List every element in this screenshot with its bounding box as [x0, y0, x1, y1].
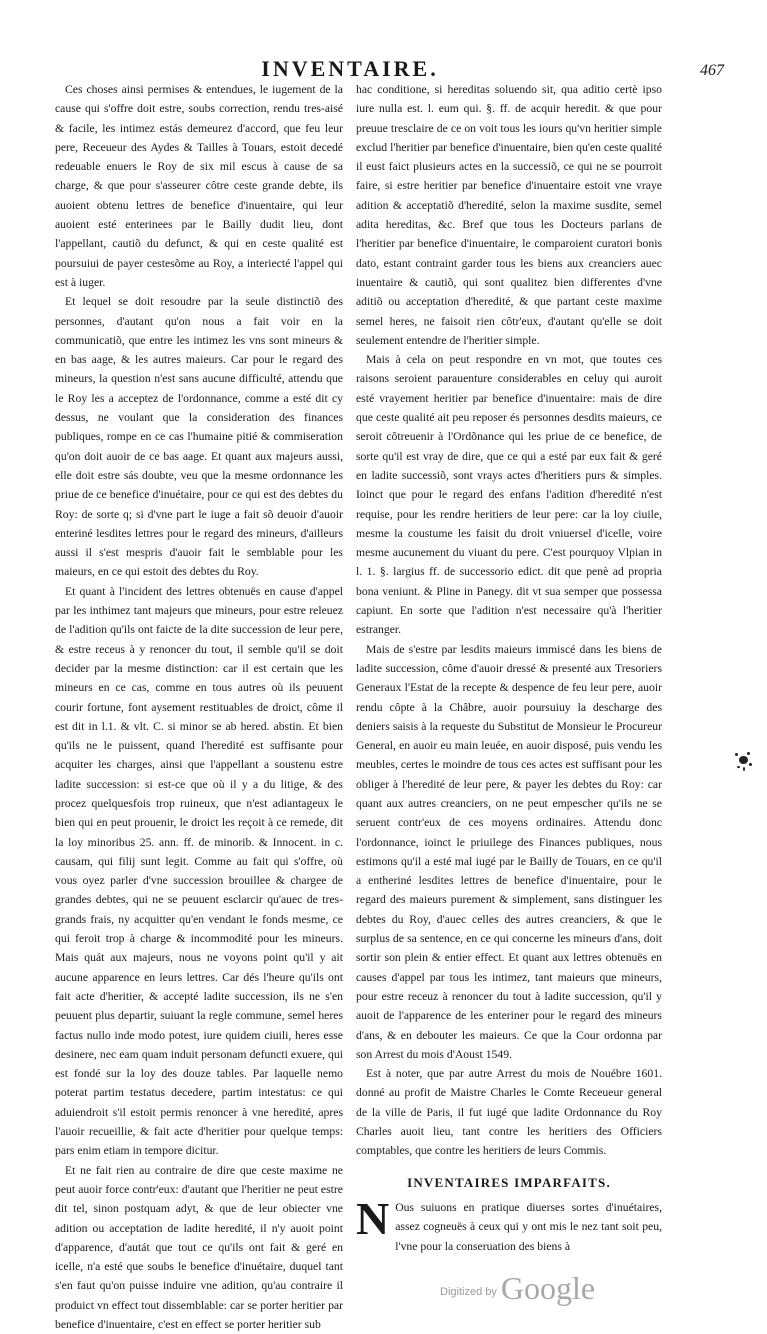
left-column — [55, 80, 343, 1334]
google-logo: Google — [500, 1270, 596, 1306]
paragraph: Ces choses ainsi permises & entendues, le iugement de la cause qui s'offre doit estre, soubs correction, rendu tres-aisé & facile, les intimez estás demeurez d'accord, que feu leur pere, Receueur des Aydes & Tailles à Touars, estoit decedé redeuable enuers le Roy de six mil escus à cause de sa charge, & que pour s'asseurer côtre ceste grande debte, ils auoient obtenu lettres de benefice d'inuentaire, qui leur auoient esté enterinees par le Bailly dudit lieu, dont l'appellant, cautiõ du defunct, & qui en ceste qualité est poursuiui de payer cestesõme au Roy, a interiecté l'appel qui est à iuger. — [55, 83, 343, 289]
running-title: INVENTAIRE. — [261, 56, 439, 81]
paragraph: hac conditione, si hereditas soluendo sit, qua aditio certè ipso iure nulla est. l. eum qui. §. ff. de acquir heredit. & que pour preuue tresclaire de ce on voit tous les iours qu'vn heritier simple exclud l'heritier par benefice d'inuentaire, bien qu'en ceste qualité il eust faict plusieurs actes en la successiõ, ce qui ne se pourroit faire, si estre heritier par benefice d'inuentaire estoit vne vraye adition & acceptatiõ d'heredité, selon la maxime susdite, semel adita hereditas, &c. Bref que tous les Docteurs parlans de l'heritier par benefice d'inuentaire, le comparoient curatori bonis dato, estant contraint garder tous les biens aux creanciers auec inuentaire & cautiõ, qui sont qualitez bien differentes d'vne aditiõ ou acceptation d'heredité, & que partant ceste maxime semel heres, ne faisoit rien côtr'eux, d'autant qu'elle se doit seulement entendre de l'heritier simple. — [356, 83, 662, 347]
paragraph: Mais de s'estre par lesdits maieurs immiscé dans les biens de ladite succession, côme d'auoir dressé & presenté aux Tresoriers Generaux l'Estat de la recepte & despence de feu leur pere, auoir rendu côpte à la Châbre, auoir poursuiuy la descharge des deniers saisis à la requeste du Substitut de Monsieur le Procureur General, en auoir eu main leuée, en auoir disposé, puis vendu les meubles, certes le moindre de tous ces actes est suffisant pour les obliger à l'heredité de leur pere, & payer les debtes du Roy: car quant aux autres creanciers, on ne peut empescher qu'ils ne se seruent contr'eux de ces moyens ordinaires. Attendu donc l'ordonnance, ioinct le priuilege des Finances publiques, nous estimons qu'il a esté mal iugé par le Bailly de Touars, en ce qu'il a entheriné lesdites lettres de benefice d'inuentaire, pour le regard des maieurs purement & simplement, sans distinguer les debtes du Roy, d'auec celles des autres creanciers, & que le surplus de sa sentence, en ce qui concerne les mineurs d'ans, doit sortir son plein & entier effect. Et quant aux lettres obtenuës en causes d'appel par tous les intimez, tant maieurs que mineurs, pour estre receuz à renoncer du tout à ladite succession, qu'il y auoit de l'apparence de les enteriner pour le regard des mineurs d'ans, & en debouter les maieurs. Ce que la Cour ordonna par son Arrest du mois d'Aoust 1549. — [356, 642, 662, 1061]
ink-stain — [735, 752, 753, 772]
section-heading: INVENTAIRES IMPARFAITS. — [407, 1174, 611, 1190]
paragraph: Et quant à l'incident des lettres obtenuës en cause d'appel par les inthimez tant majeurs que mineurs, pour estre releuez de l'adition qu'ils ont faicte de la dite succession de leur pere, & estre receus à y renoncer du tout, il semble qu'il se doit decider par la mesme distinction: car il est certain que les mineurs en ce cas, comme en tous autres où ils peuuent courir fortune, font aysement restituables de droict, côme il est dit in l.1. & vlt. C. si minor se ab hered. abstin. Et bien qu'ils ne le puissent, quand l'heredité est suffisante pour acquiter les charges, ainsi que l'appellant a soustenu estre ladite succession: si est-ce que où il y a du litige, & des procez quelquesfois trop ruineux, que n'est adiantageux le bien qui en peut prouenir, le droict les reçoit à ce remede, dit la loy minoribus 25. ann. ff. de minorib. & Innocent. in c. causam, qui filij sunt legit. Comme au fait qui s'offre, où vous oyez parler d'vne succession brouillee & chargee de grandes debtes, qui ne se peuuent esclarcir qu'auec de tres-grands frais, ny acquitter qu'en vendant le fonds mesme, ce qui feroit trop à charge & incommodité pour les mineurs. Mais quát aux majeurs, nous ne voyons point qu'il y ait aucune apparence en leurs lettres. Car dés l'heure qu'ils ont fait acte d'heritier, & accepté ladite succession, ils ne s'en peuuent plus departir, suiuant la regle commune, semel heres factus nullo inde modo potest, iure quidem ciuili, heres esse desinere, nec eam quam induit personam defuncti exuere, qui est fondé sur la loy des douze tables. Par laquelle nemo poterat partim testatus decedere, partim intestatus: ce qui aduiendroit s'il estoit permis renoncer à vne heredité, apres l'auoir recueillie, & fait acte d'heritier pour quelque temps: pars enim etiam in tempore dicitur. — [55, 584, 343, 1158]
paragraph: Mais à cela on peut respondre en vn mot, que toutes ces raisons seroient parauenture considerables en celuy qui auroit esté vrayement heritier par benefice d'inuentaire: mais de dire que ceste qualité ait peu reposer és personnes desdits maieurs, ce seroit côtreuenir à l'Ordõnance qui les priue de ce benefice, de sorte qu'il est vray de dire, que ce qui a esté par eux fait & geré en ladite successiõ, sont vrays actes d'heritiers purs & simples. Ioinct que pour le regard des enfans l'adition d'heredité n'est requise, pour les rendre heritiers de leur pere: car la loy ciuile, mesme la coustume les faisit du droit vniuersel d'icelle, voire mesme aucunement du viuant du pere. C'est pourquoy Vlpian in l. 1. §. largius ff. de successorio edict. dit que penè ad propria bona veniunt. & Pline in Panegy. dit vt sua semper que possessa capiunt. En sorte que l'adition n'est necessaire qu'à l'heritier estranger. — [356, 353, 662, 637]
paragraph — [356, 1192, 662, 1256]
paragraph: Et lequel se doit resoudre par la seule distinctiõ des personnes, d'autant qu'on nous a fait voir en la communicatiõ, que entre les intimez les vns sont mineurs & en bas aage, & les autres maieurs. Car pour le regard des mineurs, la question n'est sans aucune difficulté, attendu que le Roy les a acceptez de l'ordonnance, comme a esté dit cy dessus, ne voulant que la consideration des finances publiques, rompe en ce cas l'humaine pitié & commiseration qu'on doit auoir de ce bas aage. Et quant aux majeurs aussi, elle doit estre sás doubte, veu que la mesme ordonnance les priue de ce benefice d'inuétaire, pour ce qui est des debtes du Roy: de sorte q; si d'vne part le iuge a fait sõ deuoir d'auoir enteriné lesdites lettres pour le regard des mineurs, d'ailleurs aussi il s'est mespris d'auoir fait le semblable pour les maieurs, en ce qui estoit des debtes du Roy. — [55, 295, 343, 579]
paragraph-text: Ous suiuons en pratique diuerses sortes d'inuétaires, assez cogneuës à ceux qui y ont mis le nez tant soit peu, l'vne pour la conseruation des biens à — [395, 1200, 662, 1253]
right-column — [356, 80, 662, 1256]
digitized-watermark — [440, 1268, 595, 1304]
paragraph: Est à noter, que par autre Arrest du mois de Nouébre 1601. donné au profit de Maistre Charles le Comte Receueur general de la ville de Paris, il fut iugé que ladite Ordonnance du Roy Charles auoit lieu, tant contre les heritiers des Officiers comptables, que contre les heritiers de leurs Commis. — [356, 1067, 662, 1158]
paragraph: Et ne fait rien au contraire de dire que ceste maxime ne peut auoir force contr'eux: d'autant que l'heritier ne peut estre dit tel, sinon postquam adyt, & que de leur obiecter vne adition ou acceptation de ladite heredité, il n'y auoit point d'apparence, d'autát que tout ce qu'ils ont fait & geré en icelle, n'a esté que soubs le benefice d'inuétaire, duquel tant s'en faut qu'on puisse induire vne adition, qu'au contraire il produict vn effect tout dissemblable: car se porter heritier par benefice d'inuentaire, c'est en effect se porter heritier sub — [55, 1163, 343, 1331]
drop-cap: N — [356, 1192, 390, 1244]
digitized-by-label: Digitized by — [440, 1286, 497, 1298]
page-number: 467 — [700, 62, 724, 79]
